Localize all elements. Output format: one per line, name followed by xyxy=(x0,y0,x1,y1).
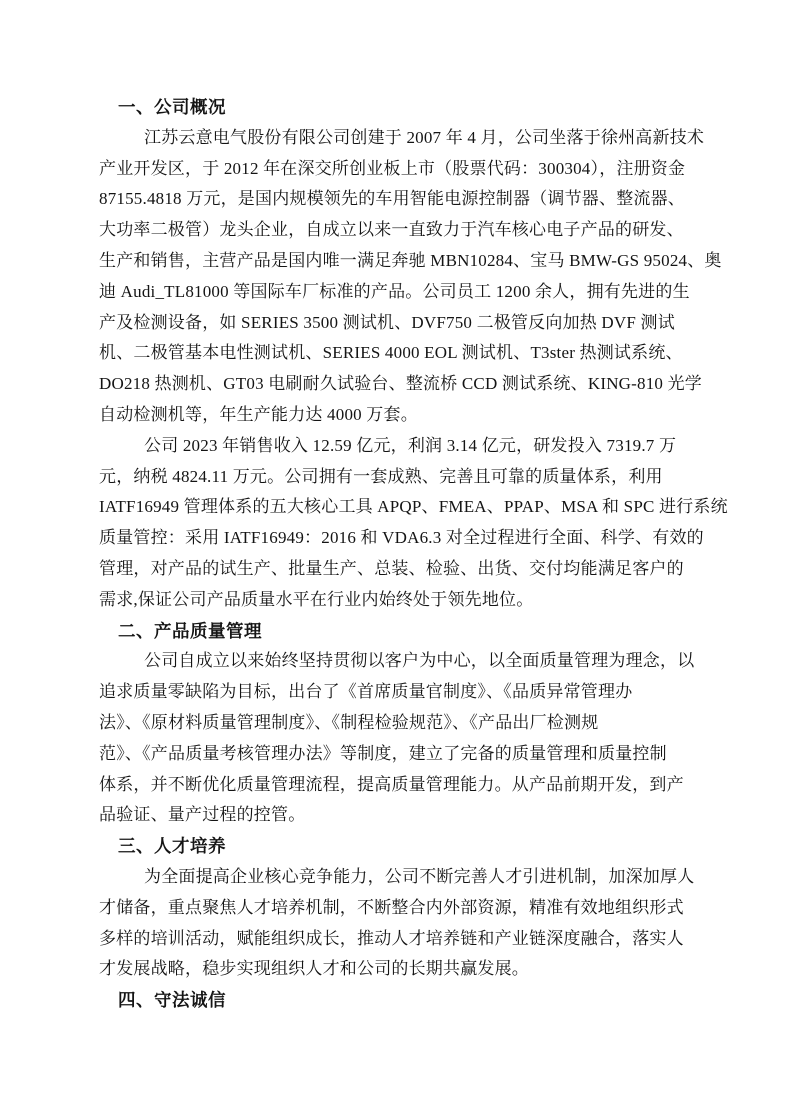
paragraph-line: 产业开发区，于 2012 年在深交所创业板上市（股票代码：300304），注册资金 xyxy=(99,158,686,178)
paragraph-line: 才储备，重点聚焦人才培养机制，不断整合内外部资源，精准有效地组织形式 xyxy=(99,897,684,917)
paragraph-line: 江苏云意电气股份有限公司创建于 2007 年 4 月，公司坐落于徐州高新技术 xyxy=(144,127,705,147)
paragraph-line: 才发展战略，稳步实现组织人才和公司的长期共赢发展。 xyxy=(99,959,529,979)
paragraph-line: 自动检测机等，年生产能力达 4000 万套。 xyxy=(99,404,418,424)
paragraph-line: 需求,保证公司产品质量水平在行业内始终处于领先地位。 xyxy=(99,589,534,609)
paragraph-line: 多样的培训活动，赋能组织成长，推动人才培养链和产业链深度融合，落实人 xyxy=(99,928,684,948)
paragraph-line: 体系，并不断优化质量管理流程，提高质量管理能力。从产品前期开发，到产 xyxy=(99,774,684,794)
paragraph-line: 追求质量零缺陷为目标，出台了《首席质量官制度》、《品质异常管理办 xyxy=(99,682,633,702)
paragraph-line: 范》、《产品质量考核管理办法》等制度，建立了完备的质量管理和质量控制 xyxy=(99,743,667,763)
paragraph-line: 公司自成立以来始终坚持贯彻以客户为中心，以全面质量管理为理念，以 xyxy=(144,651,695,671)
section-heading-1: 一、公司概况 xyxy=(118,97,226,117)
section-heading-4: 四、守法诚信 xyxy=(118,990,226,1011)
paragraph-line: 87155.4818 万元，是国内规模领先的车用智能电源控制器（调节器、整流器、 xyxy=(99,189,685,209)
paragraph-line: 元，纳税 4824.11 万元。公司拥有一套成熟、完善且可靠的质量体系，利用 xyxy=(99,466,663,486)
paragraph-line: 产及检测设备，如 SERIES 3500 测试机、DVF750 二极管反向加热 DVF 测试 xyxy=(99,312,675,332)
paragraph-line: 机、二极管基本电性测试机、SERIES 4000 EOL 测试机、T3ster 热测试系统、 xyxy=(99,343,683,363)
paragraph-line: 为全面提高企业核心竞争能力，公司不断完善人才引进机制，加深加厚人 xyxy=(144,866,695,886)
section-heading-2: 二、产品质量管理 xyxy=(118,620,262,641)
paragraph-line: 品验证、量产过程的控管。 xyxy=(99,805,306,825)
paragraph-line: 公司 2023 年销售收入 12.59 亿元，利润 3.14 亿元，研发投入 7319.7 万 xyxy=(144,435,677,455)
paragraph-line: 迪 Audi_TL81000 等国际车厂标准的产品。公司员工 1200 余人，拥有先进的生 xyxy=(99,281,690,301)
document-body xyxy=(99,92,728,1016)
paragraph-line: 生产和销售，主营产品是国内唯一满足奔驰 MBN10284、宝马 BMW-GS 95024、奥 xyxy=(99,250,722,270)
paragraph-line: 质量管控：采用 IATF16949：2016 和 VDA6.3 对全过程进行全面、科学、有效的 xyxy=(99,528,704,548)
paragraph-line: 法》、《原材料质量管理制度》、《制程检验规范》、《产品出厂检测规 xyxy=(99,712,599,732)
paragraph-line: 大功率二极管）龙头企业，自成立以来一直致力于汽车核心电子产品的研发、 xyxy=(99,220,684,240)
paragraph-line: IATF16949 管理体系的五大核心工具 APQP、FMEA、PPAP、MSA 和 SPC 进行系统 xyxy=(99,497,728,517)
paragraph-line: DO218 热测机、GT03 电刷耐久试验台、整流桥 CCD 测试系统、KING-810 光学 xyxy=(99,374,702,394)
section-heading-3: 三、人才培养 xyxy=(118,836,226,857)
paragraph-line: 管理，对产品的试生产、批量生产、总装、检验、出货、交付均能满足客户的 xyxy=(99,558,684,578)
